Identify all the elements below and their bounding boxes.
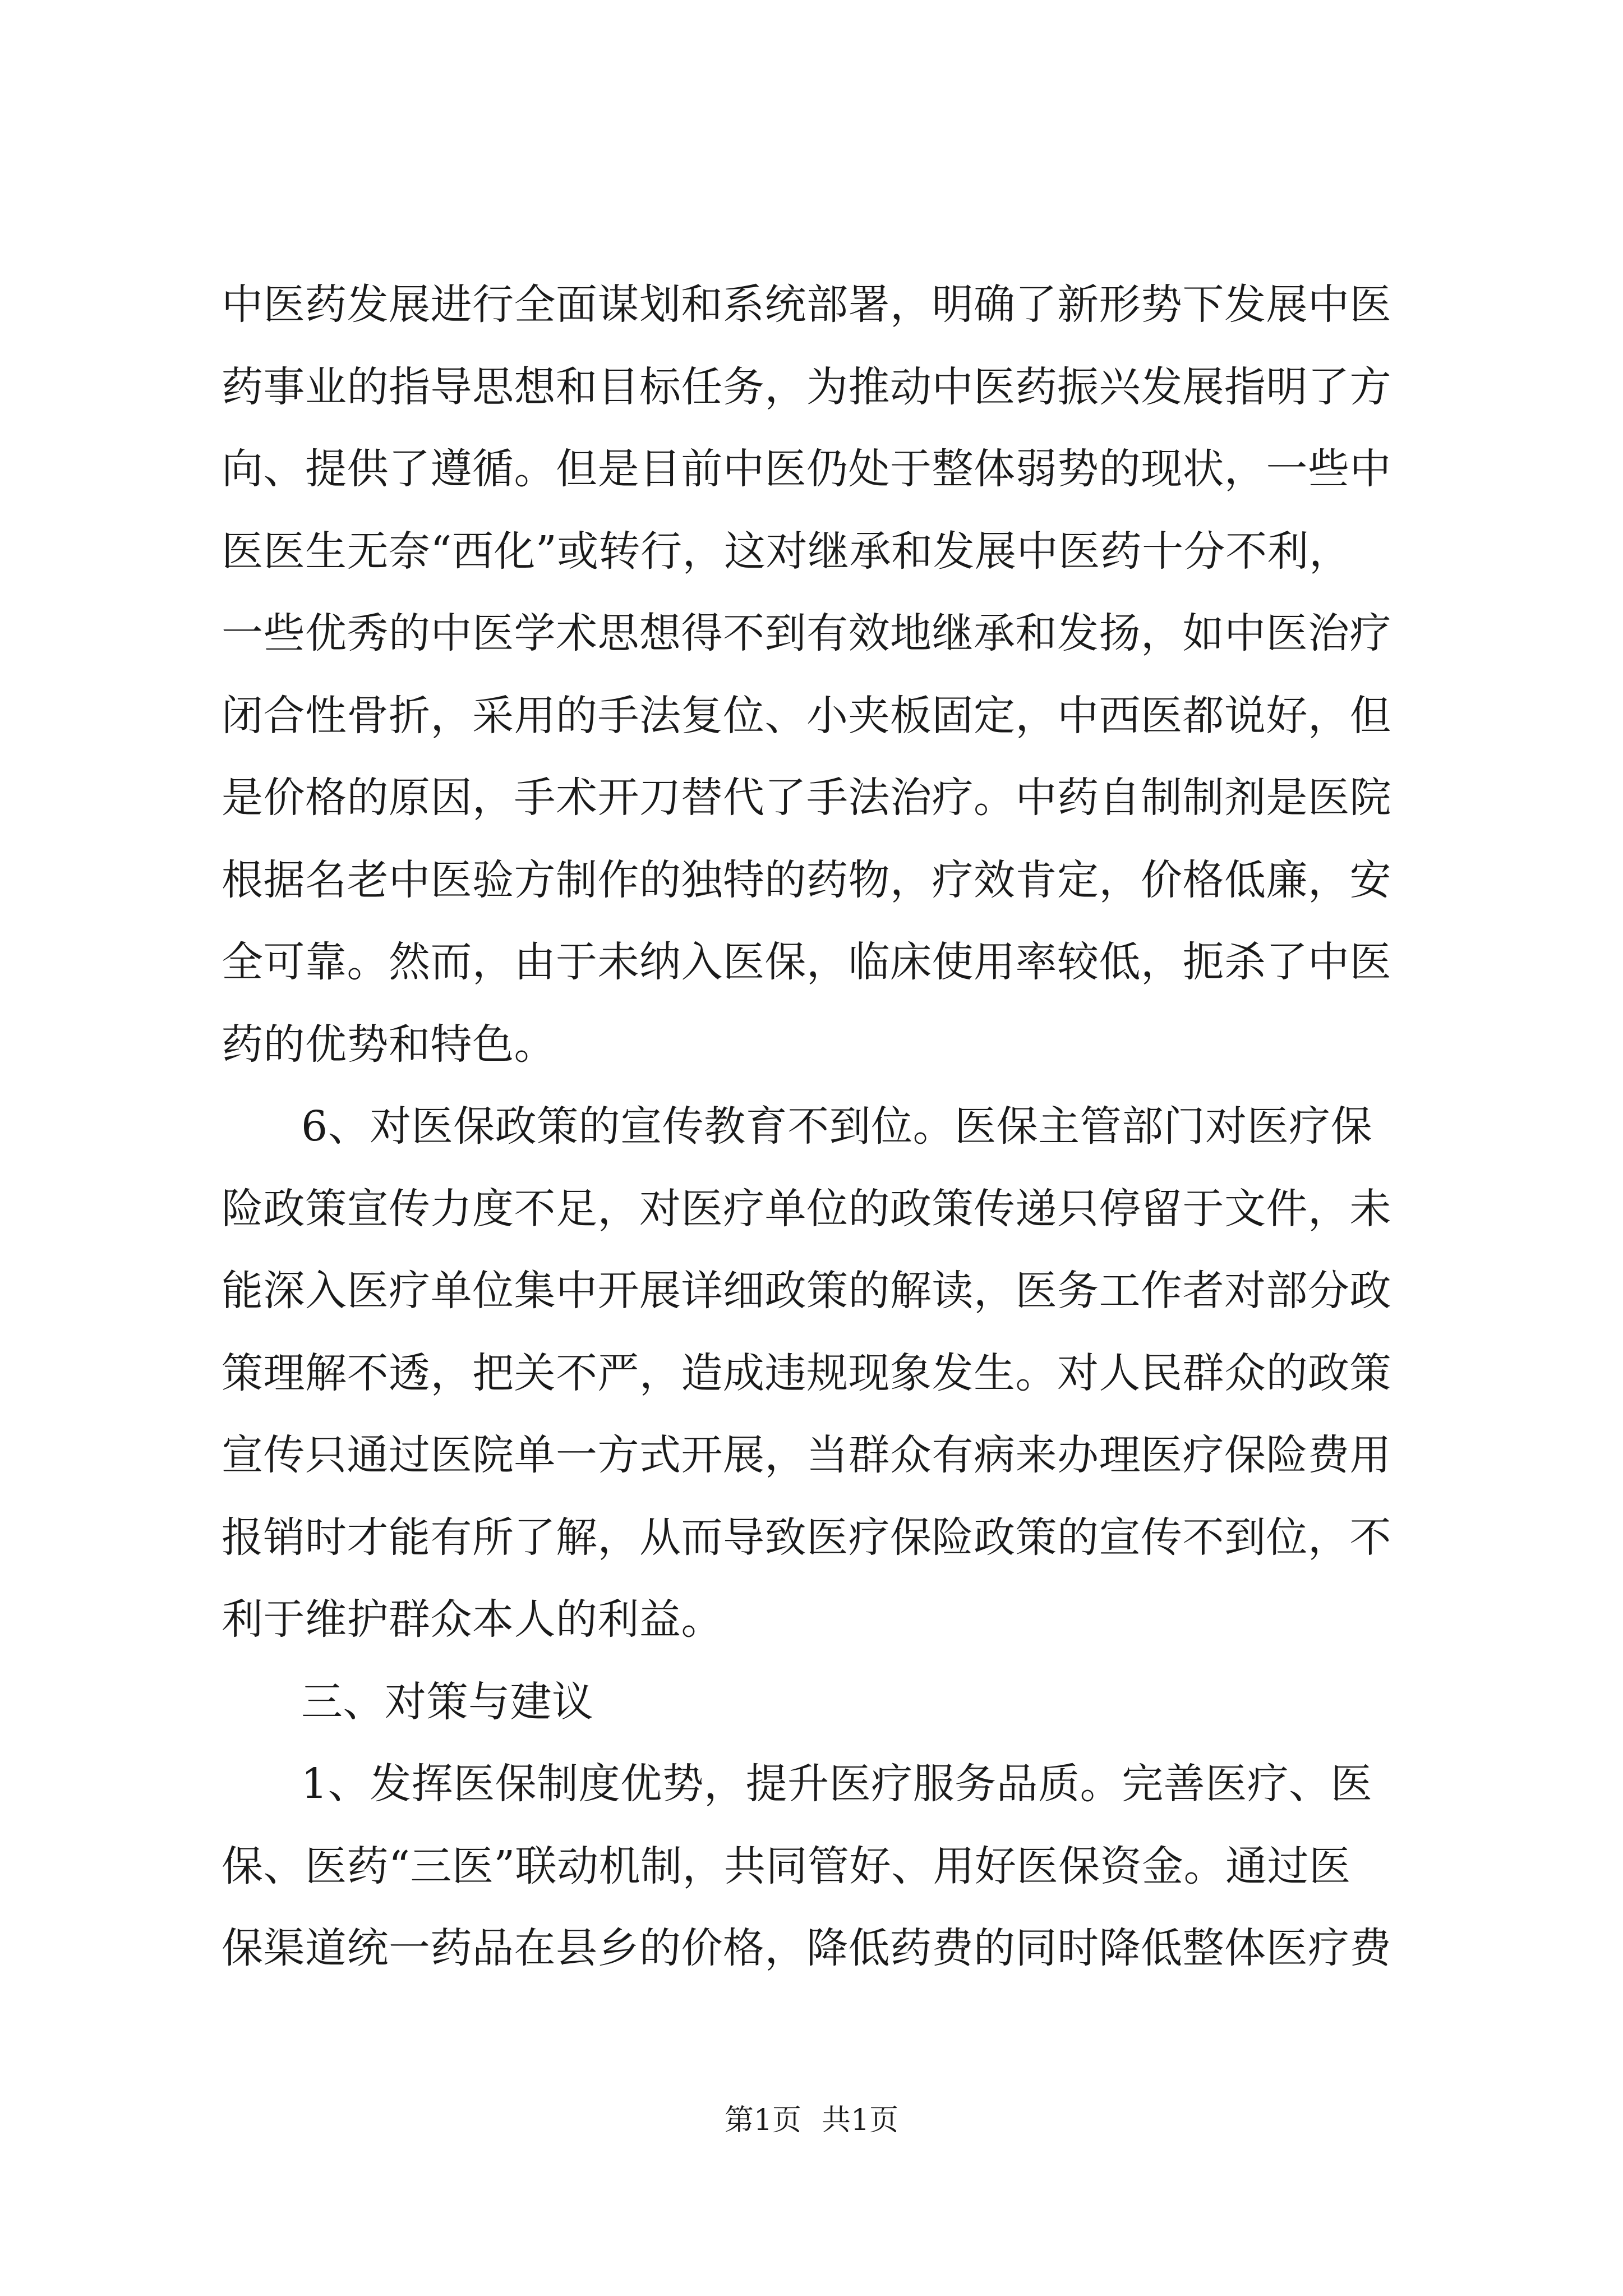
text-line: 报销时才能有所了解，从而导致医疗保险政策的宣传不到位，不 — [222, 1513, 1391, 1562]
text-line: 根据名老中医验方制作的独特的药物，疗效肯定，价格低廉，安 — [222, 855, 1391, 904]
text-line: 策理解不透，把关不严，造成违规现象发生。对人民群众的政策 — [222, 1349, 1391, 1397]
text-line: 宣传只通过医院单一方式开展，当群众有病来办理医疗保险费用 — [222, 1431, 1391, 1479]
text-line: 闭合性骨折，采用的手法复位、小夹板固定，中西医都说好，但 — [222, 691, 1391, 740]
text-line: 全可靠。然而，由于未纳入医保，临床使用率较低，扼杀了中医 — [222, 938, 1391, 986]
section-heading: 三、对策与建议 — [301, 1677, 594, 1726]
text-line: 药事业的指导思想和目标任务，为推动中医药振兴发展指明了方 — [222, 362, 1391, 411]
page-footer — [0, 2101, 1623, 2140]
text-line: 险政策宣传力度不足，对医疗单位的政策传递只停留于文件，未 — [222, 1184, 1391, 1233]
text-line: 是价格的原因，手术开刀替代了手法治疗。中药自制制剂是医院 — [222, 774, 1391, 822]
text-line: 医医生无奈“西化”或转行，这对继承和发展中医药十分不利， — [222, 527, 1351, 576]
paragraph-start-line: 1、发挥医保制度优势，提升医疗服务品质。完善医疗、医 — [301, 1760, 1373, 1808]
page-number-total: 共1页 — [822, 2104, 899, 2137]
text-line: 能深入医疗单位集中开展详细政策的解读，医务工作者对部分政 — [222, 1267, 1391, 1315]
document-body — [222, 264, 1433, 1990]
text-line: 向、提供了遵循。但是目前中医仍处于整体弱势的现状，一些中 — [222, 445, 1391, 493]
text-line: 保、医药“三医”联动机制，共同管好、用好医保资金。通过医 — [222, 1842, 1351, 1890]
text-line: 利于维护群众本人的利益。 — [222, 1595, 723, 1644]
paragraph-start-line: 6、对医保政策的宣传教育不到位。医保主管部门对医疗保 — [301, 1102, 1373, 1151]
page-number-current: 第1页 — [724, 2104, 801, 2137]
text-line: 中医药发展进行全面谋划和系统部署，明确了新形势下发展中医 — [222, 280, 1391, 329]
text-line: 保渠道统一药品在县乡的价格，降低药费的同时降低整体医疗费 — [222, 1924, 1391, 1972]
text-line: 一些优秀的中医学术思想得不到有效地继承和发扬，如中医治疗 — [222, 609, 1391, 657]
text-line: 药的优势和特色。 — [222, 1020, 556, 1069]
